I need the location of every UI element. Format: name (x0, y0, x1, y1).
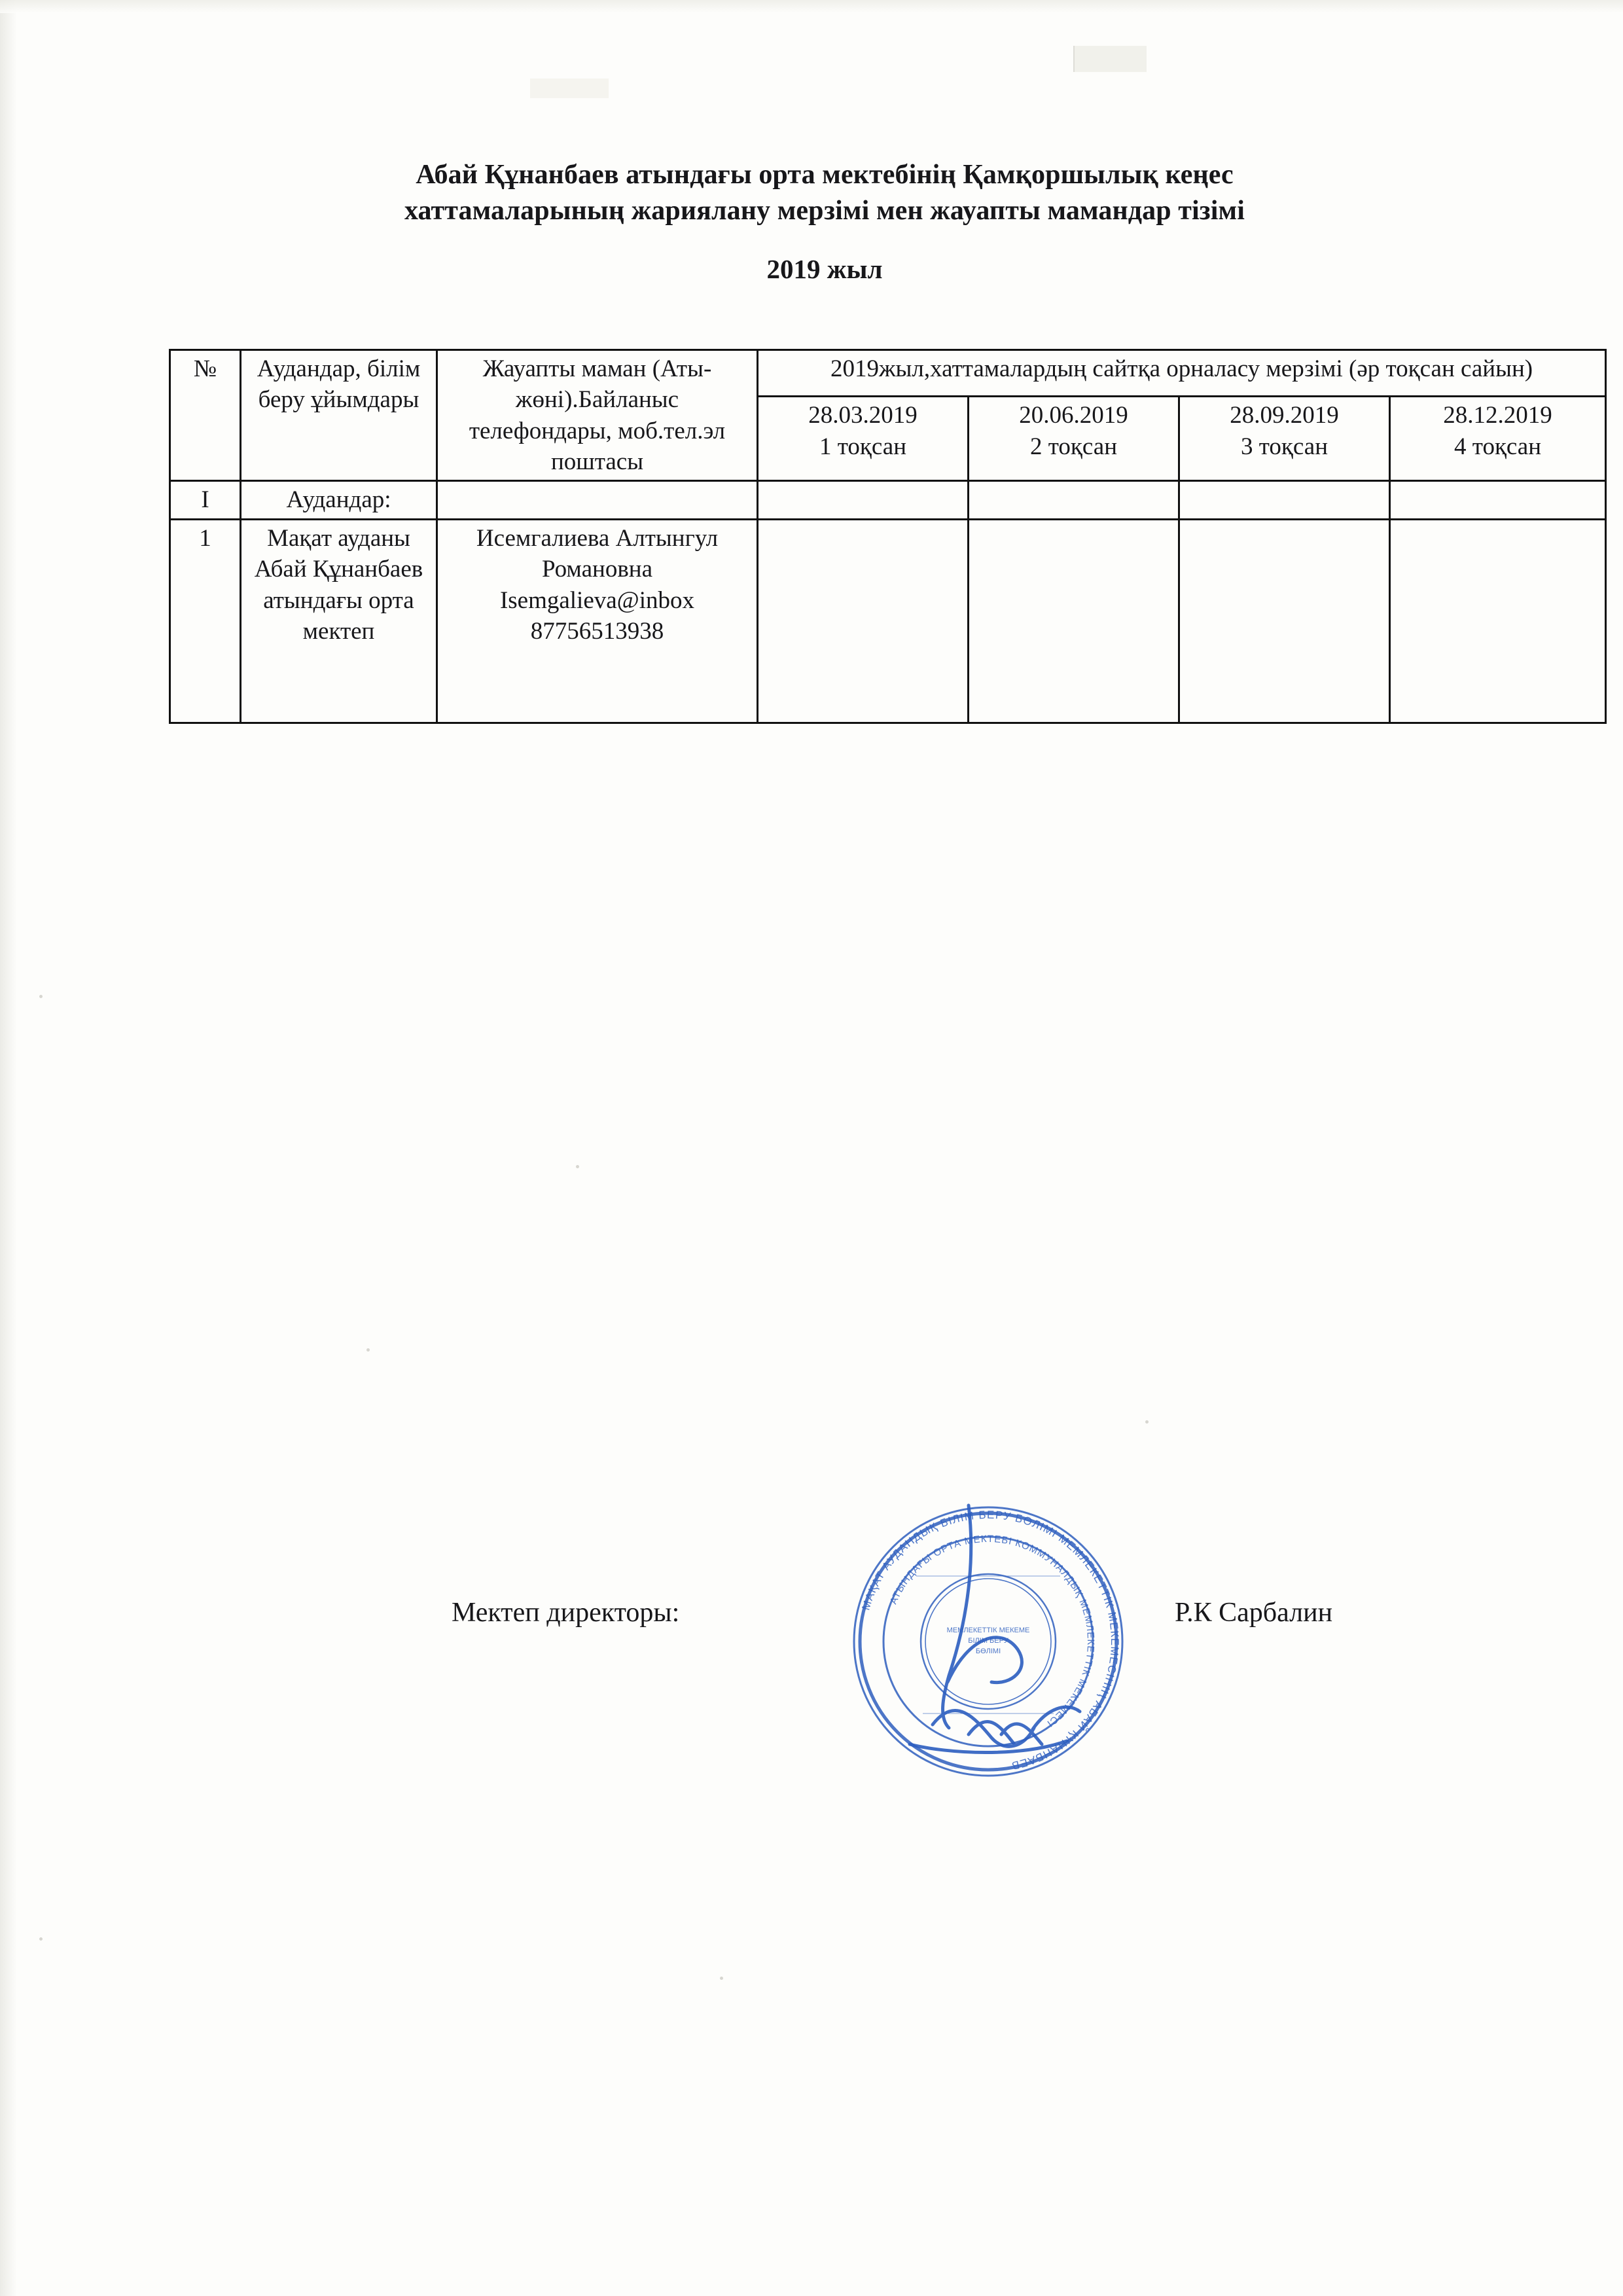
row-1-quarter-3 (1179, 481, 1390, 519)
document-title (216, 157, 1433, 285)
header-quarter-1-date: 28.03.2019 (808, 402, 918, 429)
title-line-2: хаттамаларының жариялану мерзімі мен жауапты мамандар тізімі (404, 196, 1245, 226)
row-1-quarter-2 (969, 481, 1179, 519)
header-quarter-4-date: 28.12.2019 (1443, 402, 1552, 429)
header-specialist: Жауапты маман (Аты-жөні).Байланыс телефондары, моб.тел.эл поштасы (437, 350, 758, 481)
handwritten-signature (870, 1486, 1145, 1780)
table-row (170, 481, 1606, 519)
row-2-quarter-3 (1179, 519, 1390, 723)
row-2-quarter-2 (969, 519, 1179, 723)
official-stamp (844, 1498, 1132, 1785)
row-2-region: Мақат ауданы Абай Құнанбаев атындағы орта мектеп (241, 519, 437, 723)
signature-label: Мектеп директоры: (452, 1598, 680, 1628)
header-quarter-3-label: 3 тоқсан (1240, 433, 1328, 460)
row-1-quarter-1 (758, 481, 969, 519)
header-quarter-2-label: 2 тоқсан (1029, 433, 1117, 460)
svg-text:МЕМЛЕКЕТТІК МЕКЕМЕ: МЕМЛЕКЕТТІК МЕКЕМЕ (946, 1626, 1030, 1634)
row-2-quarter-4 (1390, 519, 1606, 723)
header-quarter-3-date: 28.09.2019 (1230, 402, 1339, 429)
row-2-quarter-1 (758, 519, 969, 723)
header-quarter-2-date: 20.06.2019 (1019, 402, 1128, 429)
header-num: № (170, 350, 241, 481)
table-header-row-top (170, 350, 1606, 397)
title-year: 2019 жыл (766, 253, 883, 284)
header-quarter-4-label: 4 тоқсан (1454, 433, 1542, 460)
svg-text:МАҚАТ АУДАНДЫҚ БІЛІМ БЕРУ БӨЛІ: МАҚАТ АУДАНДЫҚ БІЛІМ БЕРУ БӨЛІМІ МЕМЛЕКЕТТІК МЕКЕМЕСІНІҢ АБАЙ ҚҰНАНБАЕВ (859, 1508, 1122, 1772)
header-quarter-1-label: 1 тоқсан (819, 433, 906, 460)
signature-name: Р.К Сарбалин (1175, 1598, 1333, 1628)
protocol-table (169, 349, 1607, 724)
svg-text:БӨЛІМІ: БӨЛІМІ (975, 1647, 1001, 1655)
row-1-region: Аудандар: (241, 481, 437, 519)
row-1-quarter-4 (1390, 481, 1606, 519)
header-region: Аудандар, білім беру ұйымдары (241, 350, 437, 481)
title-line-1: Абай Құнанбаев атындағы орта мектебінің Қамқоршылық кеңес (416, 160, 1234, 190)
table-row (170, 519, 1606, 723)
row-2-num: 1 (170, 519, 241, 723)
svg-text:БІЛІМ БЕРУ: БІЛІМ БЕРУ (968, 1637, 1008, 1645)
header-quarter-4 (1390, 397, 1606, 481)
header-quarter-3 (1179, 397, 1390, 481)
row-1-num: I (170, 481, 241, 519)
header-quarter-2 (969, 397, 1179, 481)
row-2-specialist: Исемгалиева Алтынгул Романовна Isemgalieva@inbox 87756513938 (437, 519, 758, 723)
svg-text:АТЫНДАҒЫ ОРТА МЕКТЕБІ КОММУНАЛ: АТЫНДАҒЫ ОРТА МЕКТЕБІ КОММУНАЛДЫҚ МЕМЛЕКЕТТІК МЕКЕМЕСІ (887, 1533, 1097, 1730)
header-quarter-1 (758, 397, 969, 481)
row-1-specialist (437, 481, 758, 519)
header-period-group: 2019жыл,хаттамалардың сайтқа орналасу мерзімі (әр тоқсан сайын) (758, 350, 1606, 397)
